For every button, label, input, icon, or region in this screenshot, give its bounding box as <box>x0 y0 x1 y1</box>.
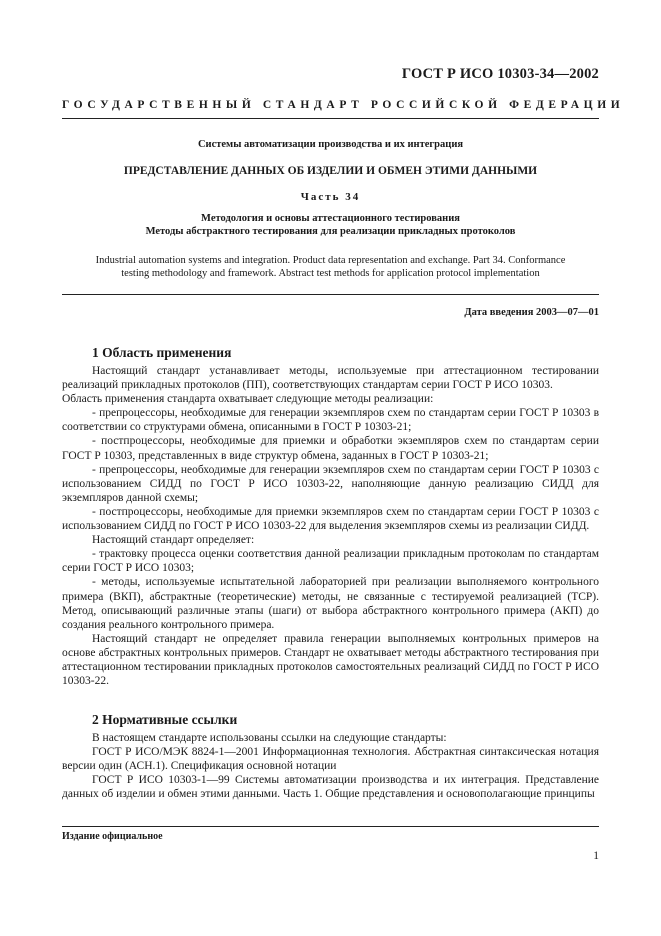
list-item: - методы, используемые испытательной лабораторией при реализации выполняемого контрольного примера (ВКП), абстрактные (теоретические) методы, не связанные с тестируемой реализацией (ТСР). Метод, описывающий различные этапы (шаги) от выбора абстрактного контрольного примера (АКП) до создания реального контрольного примера. <box>62 576 599 631</box>
list-item: - препроцессоры, необходимые для генерации экземпляров схем по стандартам серии ГОСТ Р 10303 в соответствии со структурами обмена, описанными в ГОСТ Р 10303-21; <box>62 407 599 434</box>
state-standard-title: ГОСУДАРСТВЕННЫЙ СТАНДАРТ РОССИЙСКОЙ ФЕДЕРАЦИИ <box>62 99 625 111</box>
list-item: - трактовку процесса оценки соответствия данной реализации прикладным протоколам по стандартам серии ГОСТ Р ИСО 10303; <box>62 548 599 575</box>
paragraph: Область применения стандарта охватывает следующие методы реализации: <box>62 393 434 406</box>
subtitle-line: Методология и основы аттестационного тестирования <box>201 213 460 224</box>
page-number: 1 <box>593 850 599 862</box>
reference-item: ГОСТ Р ИСО 10303-1—99 Системы автоматизации производства и их интеграция. Представление данных об изделии и обмен этими данными. Часть 1. Общие представления и основополагающие принципы <box>62 774 599 801</box>
title-divider <box>62 294 599 295</box>
paragraph: В настоящем стандарте использованы ссылки на следующие стандарты: <box>92 732 447 744</box>
paragraph: Настоящий стандарт определяет: <box>92 534 255 547</box>
introduction-date: Дата введения 2003—07—01 <box>464 307 599 318</box>
paragraph: Настоящий стандарт не определяет правила генерации выполняемых контрольных примеров на основе абстрактных контрольных примеров. Стандарт не охватывает методы абстрактного тестирования при аттестационном тестировании прикладных протоколов самостоятельных реализаций СИДД по ГОСТ Р ИСО 10303-22. <box>62 632 599 688</box>
english-title-line: Industrial automation systems and integration. Product data representation and exchange. Part 34. Conformance <box>95 255 566 266</box>
section-heading-scope: 1 Область применения <box>92 345 232 360</box>
edition-label: Издание официальное <box>62 831 163 842</box>
list-item: - препроцессоры, необходимые для генерации экземпляров схем по стандартам серии ГОСТ Р 10303 с использованием СИДД по ГОСТ Р ИСО 10303-22, наполняющие данную реализацию СИДД для экземпляров данной схемы; <box>62 463 599 504</box>
part-number: Часть 34 <box>300 191 361 203</box>
standard-code: ГОСТ Р ИСО 10303-34—2002 <box>401 66 599 82</box>
section-body-scope <box>62 364 599 688</box>
paragraph: Настоящий стандарт устанавливает методы, используемые при аттестационном тестировании реализаций прикладных протоколов (ПП), соответствующих стандартам серии ГОСТ Р ИСО 10303. <box>62 365 599 392</box>
section-heading-references: 2 Нормативные ссылки <box>92 712 238 727</box>
subtitle-line: Методы абстрактного тестирования для реализации прикладных протоколов <box>145 226 516 237</box>
footer-divider <box>62 826 599 827</box>
subtitle <box>62 212 599 238</box>
list-item: - постпроцессоры, необходимые для приемки и обработки экземпляров схем по стандартам серии ГОСТ Р 10303, представленных в виде структур обмена, заданных в ГОСТ Р 10303-21; <box>62 435 599 462</box>
list-item: - постпроцессоры, необходимые для приемки экземпляров схем по стандартам серии ГОСТ Р 10303 с использованием СИДД по ГОСТ Р ИСО 10303-22 для выделения экземпляров схемы из реализации СИДД. <box>62 505 599 533</box>
section-body-references <box>62 731 599 801</box>
series-title: Системы автоматизации производства и их интеграция <box>197 139 464 150</box>
header-divider <box>62 118 599 119</box>
main-title: ПРЕДСТАВЛЕНИЕ ДАННЫХ ОБ ИЗДЕЛИИ И ОБМЕН ЭТИМИ ДАННЫМИ <box>123 165 538 177</box>
reference-item: ГОСТ Р ИСО/МЭК 8824-1—2001 Информационная технология. Абстрактная синтаксическая нотация версии один (АСН.1). Спецификация основной нотации <box>62 746 599 773</box>
english-title-line: testing methodology and framework. Abstract test methods for application protocol implementation <box>121 268 540 279</box>
english-title <box>62 254 599 280</box>
